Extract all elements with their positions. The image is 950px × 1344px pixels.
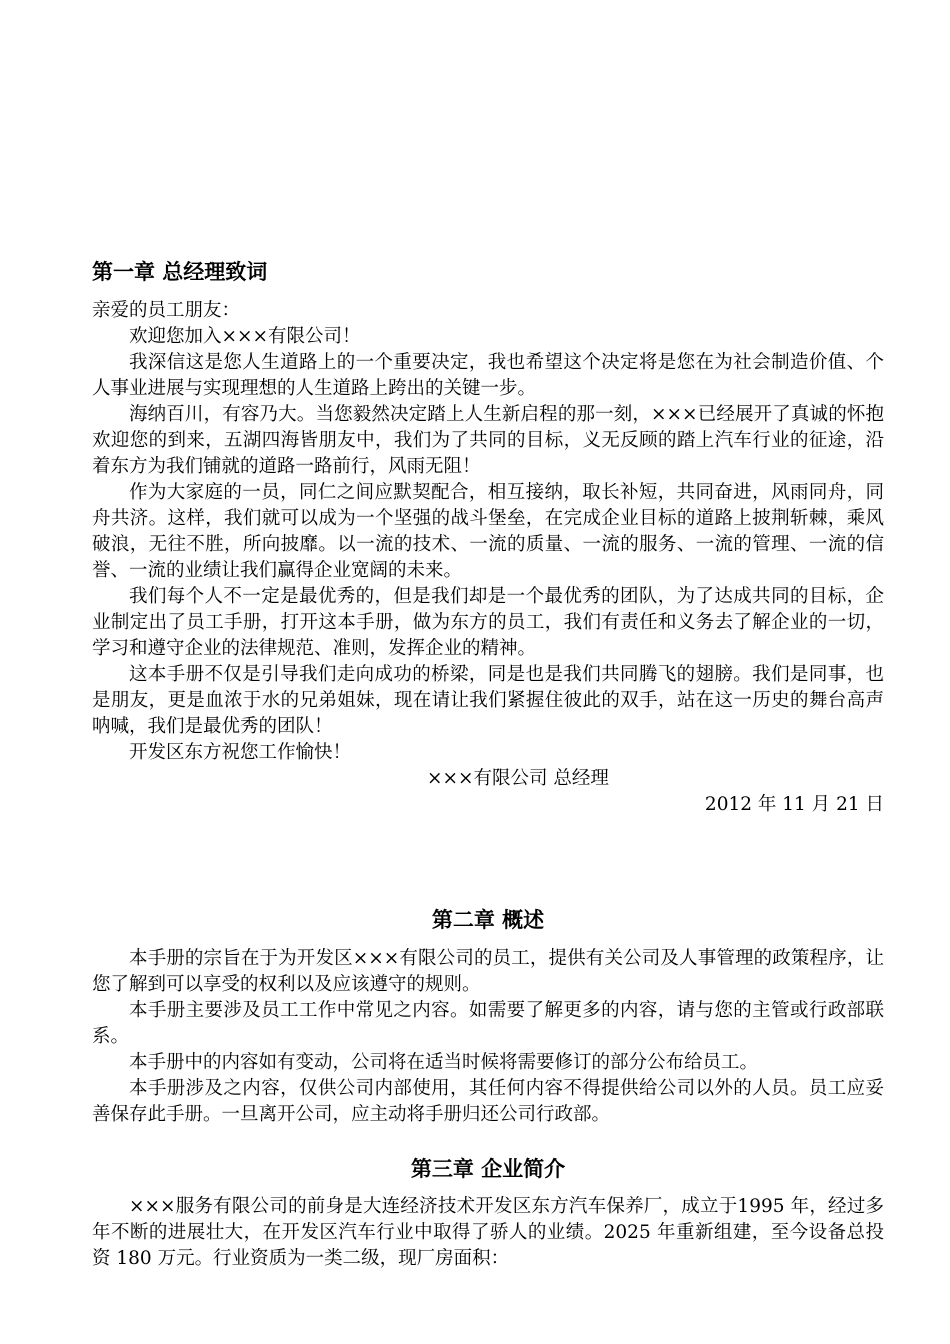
document-page — [92, 0, 884, 1344]
chapter-2-paragraph: 本手册中的内容如有变动，公司将在适当时候将需要修订的部分公布给员工。 — [129, 1052, 759, 1073]
salutation: 亲爱的员工朋友： — [92, 300, 241, 321]
date: 2012 年 11 月 21 日 — [704, 794, 884, 815]
chapter-1-body — [92, 298, 884, 818]
chapter-3-paragraph: ×××服务有限公司的前身是大连经济技术开发区东方汽车保养厂，成立于1995 年，经过多年不断的进展壮大，在开发区汽车行业中取得了骄人的业绩。2025 年重新组建，至今设备总投资 180 万元。行业资质为一类二级，现厂房面积： — [92, 1196, 884, 1269]
chapter-3-body — [92, 1194, 884, 1272]
signature: ×××有限公司 总经理 — [427, 768, 609, 789]
chapter-1-paragraph: 开发区东方祝您工作愉快！ — [129, 742, 352, 763]
chapter-2-paragraph: 本手册的宗旨在于为开发区×××有限公司的员工，提供有关公司及人事管理的政策程序，让您了解到可以享受的权利以及应该遵守的规则。 — [92, 948, 884, 995]
chapter-2-paragraph: 本手册主要涉及员工工作中常见之内容。如需要了解更多的内容，请与您的主管或行政部联系。 — [92, 1000, 884, 1047]
chapter-1-paragraph: 我们每个人不一定是最优秀的，但是我们却是一个最优秀的团队，为了达成共同的目标，企业制定出了员工手册，打开这本手册，做为东方的员工，我们有责任和义务去了解企业的一切，学习和遵守企业的法律规范、准则，发挥企业的精神。 — [92, 586, 884, 659]
chapter-1-title: 第一章 总经理致词 — [92, 260, 268, 284]
chapter-1-paragraph: 我深信这是您人生道路上的一个重要决定，我也希望这个决定将是您在为社会制造价值、个人事业进展与实现理想的人生道路上跨出的关键一步。 — [92, 352, 884, 399]
chapter-3-title: 第三章 企业简介 — [410, 1157, 566, 1181]
chapter-2 — [92, 906, 884, 934]
chapter-2-paragraph: 本手册涉及之内容，仅供公司内部使用，其任何内容不得提供给公司以外的人员。员工应妥善保存此手册。一旦离开公司，应主动将手册归还公司行政部。 — [92, 1078, 884, 1125]
chapter-1 — [92, 258, 884, 286]
chapter-1-paragraph: 海纳百川，有容乃大。当您毅然决定踏上人生新启程的那一刻，×××已经展开了真诚的怀抱欢迎您的到来，五湖四海皆朋友中，我们为了共同的目标，义无反顾的踏上汽车行业的征途，沿着东方为我们铺就的道路一路前行，风雨无阻！ — [92, 404, 884, 477]
chapter-3 — [92, 1155, 884, 1183]
chapter-2-body — [92, 946, 884, 1128]
chapter-1-paragraph: 这本手册不仅是引导我们走向成功的桥梁，同是也是我们共同腾飞的翅膀。我们是同事，也是朋友，更是血浓于水的兄弟姐妹，现在请让我们紧握住彼此的双手，站在这一历史的舞台高声呐喊，我们是最优秀的团队！ — [92, 664, 884, 737]
chapter-1-paragraph: 欢迎您加入×××有限公司！ — [129, 326, 361, 347]
chapter-2-title: 第二章 概述 — [431, 908, 545, 932]
chapter-1-paragraph: 作为大家庭的一员，同仁之间应默契配合，相互接纳，取长补短，共同奋进，风雨同舟，同舟共济。这样，我们就可以成为一个坚强的战斗堡垒，在完成企业目标的道路上披荆斩棘，乘风破浪，无往不胜，所向披靡。以一流的技术、一流的质量、一流的服务、一流的管理、一流的信誉、一流的业绩让我们赢得企业宽阔的未来。 — [92, 482, 884, 581]
